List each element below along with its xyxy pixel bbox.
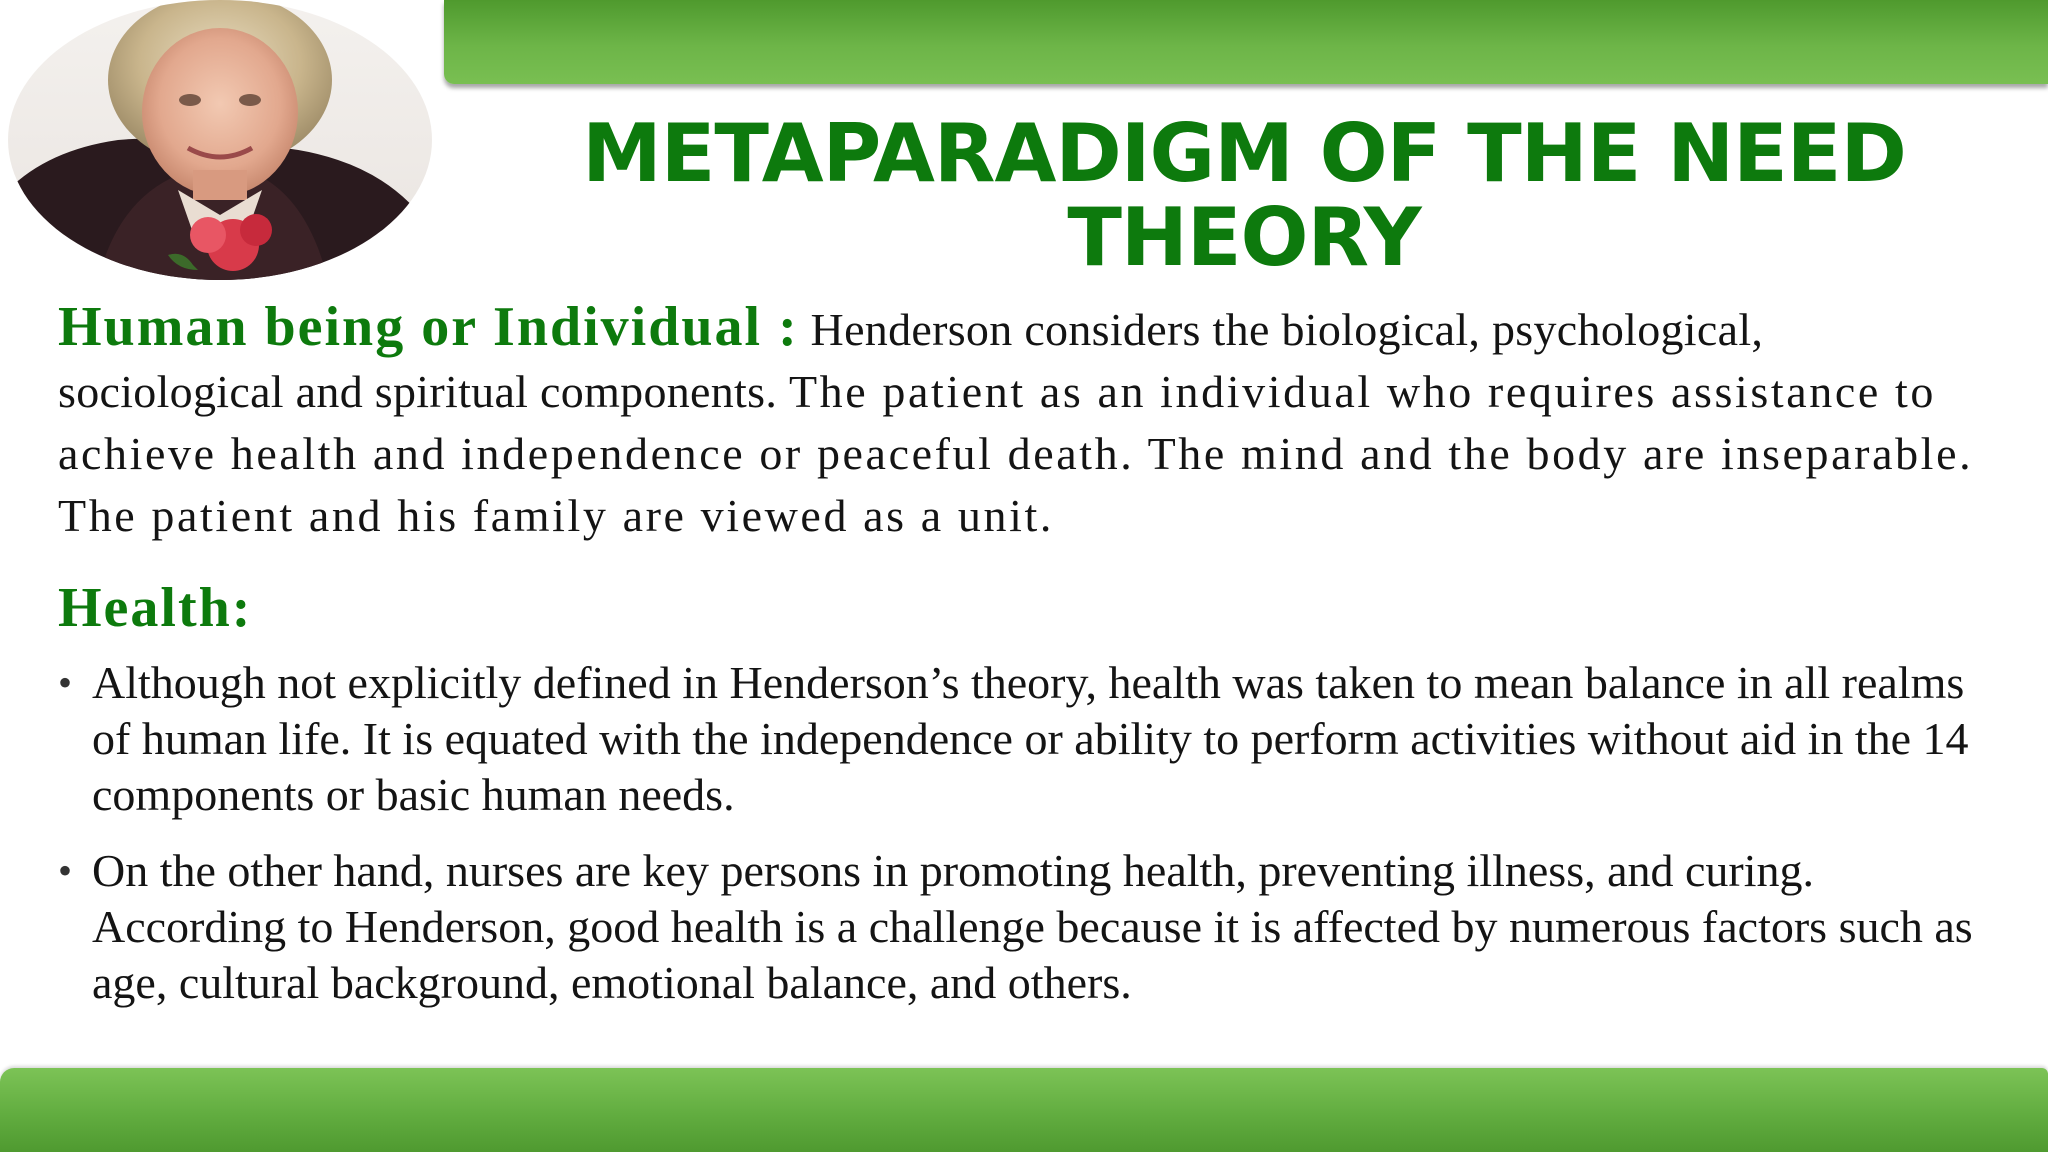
bullet-icon: • [58,848,73,893]
human-being-text-2: The patient as an individual who requires assistance to achieve health and independence or peaceful death. The mind and the body are inseparable. The patient and his family are viewed as a unit. [58,366,1974,541]
title-line-1: METAPARADIGM OF THE NEED [582,107,1906,200]
human-being-text-1: Henderson considers the biological, psychological, sociological and spiritual components. [58,304,1764,417]
title-line-2: THEORY [1067,191,1421,284]
slide-title [560,107,1928,284]
slide-content [58,296,1998,1031]
bottom-banner [0,1068,2048,1152]
portrait-photo [8,0,432,280]
list-item [58,843,1998,1011]
human-being-paragraph [58,296,1998,547]
human-being-heading: Human being or Individual : [58,296,799,358]
list-item [58,655,1998,823]
bullet-text: On the other hand, nurses are key persons in promoting health, preventing illness, and curing. According to Henderson, good health is a challenge because it is affected by numerous factors such as age, cultural background, emotional balance, and others. [92,845,1973,1008]
bullet-text: Although not explicitly defined in Henderson’s theory, health was taken to mean balance in all realms of human life. It is equated with the independence or ability to perform activities without aid in the 14 components or basic human needs. [92,657,1969,820]
health-heading: Health: [58,577,253,639]
top-banner [444,0,2048,84]
health-bullet-list [58,655,1998,1011]
bullet-icon: • [58,660,73,705]
